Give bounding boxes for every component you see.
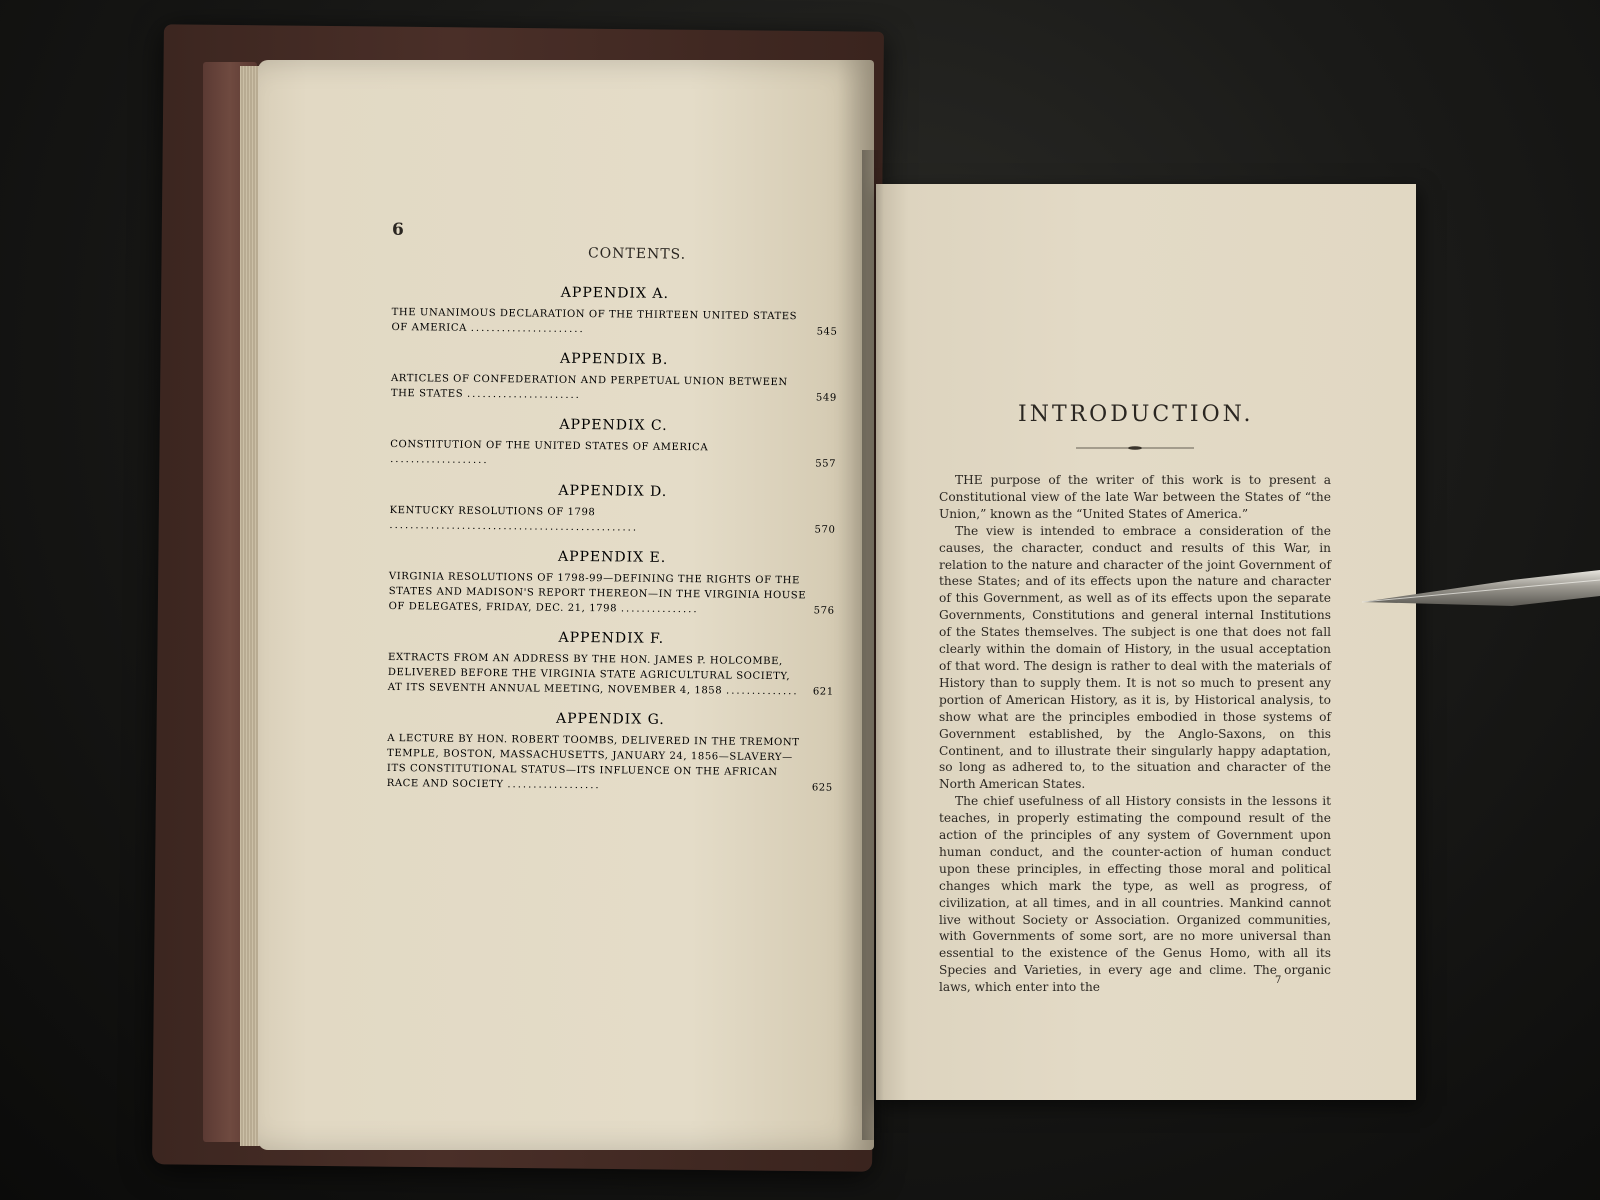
appendix-entry: THE UNANIMOUS DECLARATION OF THE THIRTEEN UNITED STATES OF AMERICA ...................... 545 (391, 306, 838, 338)
appendix-heading: APPENDIX G. (555, 710, 665, 728)
appendix-c (390, 415, 837, 472)
appendix-heading: APPENDIX C. (559, 416, 668, 434)
appendix-entry-text: CONSTITUTION OF THE UNITED STATES OF AMERICA (390, 438, 709, 454)
appendix-f (388, 628, 835, 700)
appendix-entry: CONSTITUTION OF THE UNITED STATES OF AMERICA ................... 557 (390, 438, 837, 470)
intro-paragraph: The view is intended to embrace a consideration of the causes, the character, conduct and results of this War, in relation to the nature and character of the joint Government of these States; and of its effects upon the nature and character of this Government, as well as of its effects upon the separate Governments, Constitutions and general internal Institutions of the States themselves. The subject is one that does not fall clearly within the domain of History, in the usual acceptation of that word. The design is rather to deal with the materials of History than to supply them. It is not so much to present any portion of American History, as it is, by Historical analysis, to show what are the principles embodied in those systems of Government established, by the Anglo-Saxons, on this Continent, and to illustrate their singularly happy adaptation, so long as adhered to, to the situation and character of the North American States. (939, 523, 1331, 792)
appendix-entry-text: A LECTURE BY HON. ROBERT TOOMBS, DELIVERED IN THE TREMONT TEMPLE, BOSTON, MASSACHUSETTS, JANUARY 24, 1856—SLAVERY—ITS CONSTITUTIONAL STATUS—ITS INFLUENCE ON THE AFRICAN RACE AND SOCIETY (386, 732, 800, 791)
appendix-entry-text: VIRGINIA RESOLUTIONS OF 1798-99—DEFINING THE RIGHTS OF THE STATES AND MADISON'S REPORT THEREON—IN THE VIRGINIA HOUSE OF DELEGATES, FRIDAY, DEC. 21, 1798 (388, 570, 807, 615)
book-gutter (862, 150, 884, 1140)
appendix-e (389, 547, 836, 619)
appendix-page-number: 549 (815, 392, 837, 404)
appendix-d (389, 481, 836, 538)
appendix-a (391, 283, 838, 340)
ornament-rule (1076, 446, 1194, 450)
appendix-heading: APPENDIX B. (559, 350, 669, 368)
appendix-page-number: 576 (813, 605, 835, 617)
contents-title: CONTENTS. (587, 245, 687, 263)
appendix-b (391, 349, 838, 406)
appendix-heading: APPENDIX E. (557, 548, 667, 566)
contents-list (387, 283, 838, 810)
appendix-heading: APPENDIX A. (560, 284, 670, 302)
appendix-g (387, 709, 834, 796)
appendix-heading: APPENDIX D. (558, 482, 668, 500)
appendix-entry-text: ARTICLES OF CONFEDERATION AND PERPETUAL UNION BETWEEN THE STATES (390, 372, 788, 400)
appendix-entry-text: KENTUCKY RESOLUTIONS OF 1798 (389, 504, 596, 519)
right-page-number: 7 (1275, 975, 1282, 986)
introduction-title: INTRODUCTION. (1018, 402, 1254, 427)
appendix-page-number: 545 (816, 326, 838, 338)
appendix-entry: A LECTURE BY HON. ROBERT TOOMBS, DELIVERED IN THE TREMONT TEMPLE, BOSTON, MASSACHUSETTS, JANUARY 24, 1856—SLAVERY—ITS CONSTITUTIONAL STATUS—ITS INFLUENCE ON THE AFRICAN RACE AND SOCIETY .................. 625 (386, 732, 833, 794)
letter-opener (1362, 566, 1600, 632)
page-edges (240, 66, 260, 1146)
appendix-entry: EXTRACTS FROM AN ADDRESS BY THE HON. JAMES P. HOLCOMBE, DELIVERED BEFORE THE VIRGINIA STATE AGRICULTURAL SOCIETY, AT ITS SEVENTH ANNUAL MEETING, NOVEMBER 4, 1858 .............. 621 (387, 651, 834, 698)
appendix-entry-text: EXTRACTS FROM AN ADDRESS BY THE HON. JAMES P. HOLCOMBE, DELIVERED BEFORE THE VIRGINIA STATE AGRICULTURAL SOCIETY, AT ITS SEVENTH ANNUAL MEETING, NOVEMBER 4, 1858 (387, 651, 791, 697)
appendix-page-number: 621 (812, 686, 834, 698)
appendix-heading: APPENDIX F. (558, 629, 665, 647)
intro-paragraph: THE purpose of the writer of this work is to present a Constitutional view of the late War between the States of “the Union,” known as the “United States of America.” (939, 473, 1331, 521)
appendix-page-number: 625 (811, 782, 833, 794)
appendix-page-number: 570 (814, 524, 836, 536)
introduction-text (939, 472, 1331, 996)
appendix-entry: KENTUCKY RESOLUTIONS OF 1798 ................................................ 570 (389, 504, 836, 536)
left-page-number: 6 (392, 220, 404, 240)
intro-paragraph: The chief usefulness of all History consists in the lessons it teaches, in properly estimating the compound result of the action of the principles of any system of Government upon human conduct, and the counter-action of human conduct upon these principles, in effecting those moral and political changes which mark the type, as well as progress, of civilization, at all times, and in all countries. Mankind cannot live without Society or Association. Organized communities, with Governments of some sort, are no more universal than essential to the existence of the Genus Homo, with all its Species and Varieties, in every age and clime. The organic laws, which enter into the (939, 794, 1331, 995)
appendix-entry-text: THE UNANIMOUS DECLARATION OF THE THIRTEEN UNITED STATES OF AMERICA (391, 306, 798, 334)
appendix-entry: VIRGINIA RESOLUTIONS OF 1798-99—DEFINING THE RIGHTS OF THE STATES AND MADISON'S REPORT THEREON—IN THE VIRGINIA HOUSE OF DELEGATES, FRIDAY, DEC. 21, 1798 ............... 576 (388, 570, 835, 617)
appendix-page-number: 557 (815, 458, 837, 470)
appendix-entry: ARTICLES OF CONFEDERATION AND PERPETUAL UNION BETWEEN THE STATES ...................... 549 (390, 372, 837, 404)
